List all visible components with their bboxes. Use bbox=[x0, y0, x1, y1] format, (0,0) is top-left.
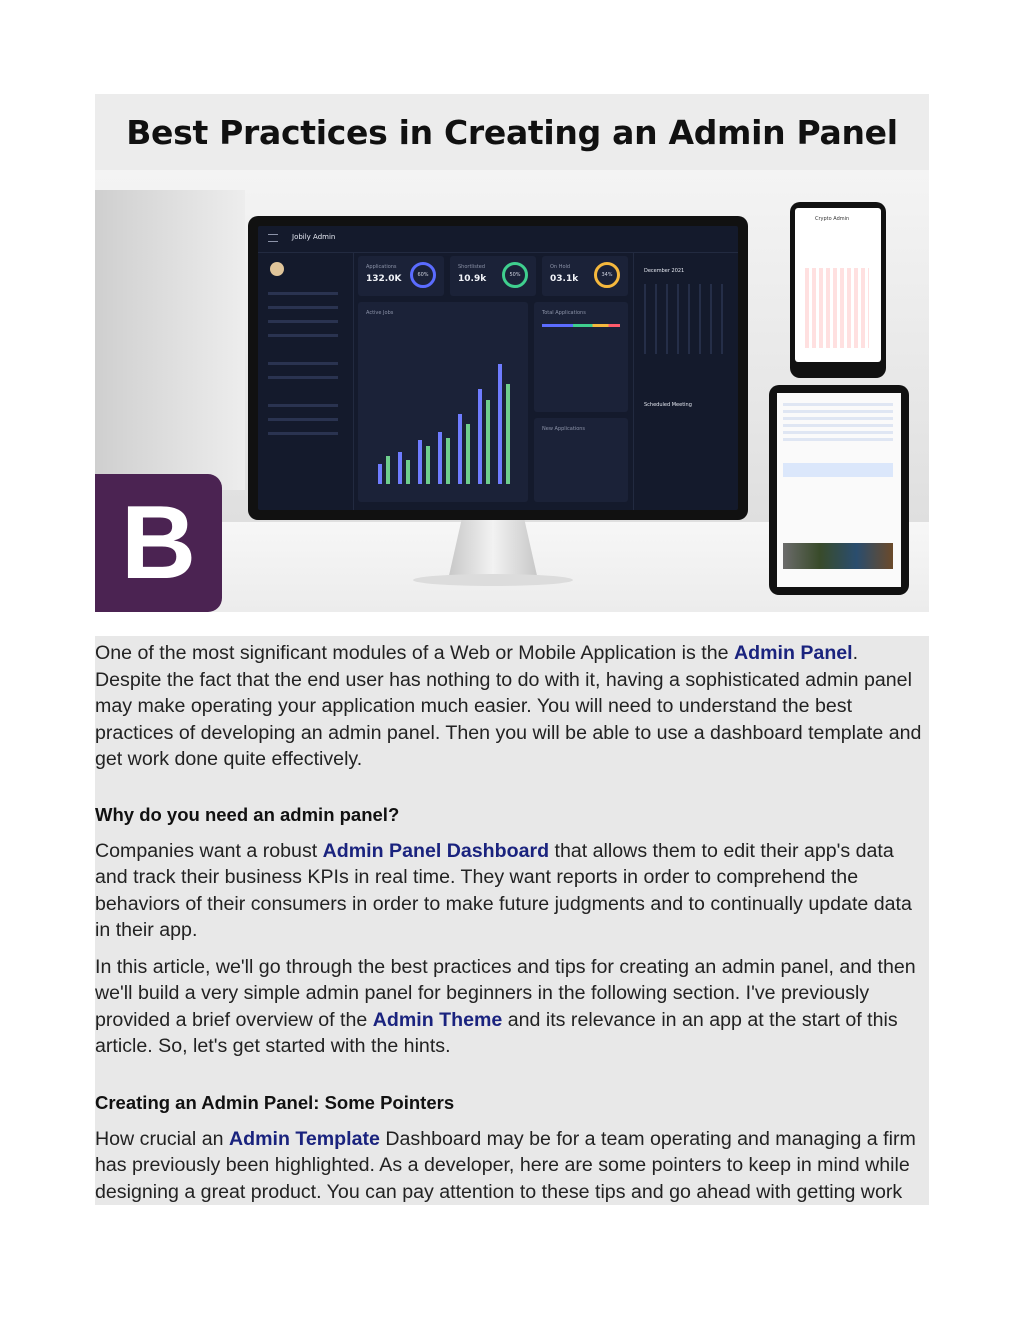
stat-card-applications bbox=[358, 256, 444, 296]
active-jobs-chart bbox=[358, 302, 528, 502]
text-span: that allows them to edit their app's data and track their business KPIs in real time. They want reports in order to comprehend the behaviors of their consumers in order to make future judgments and to continually update data in their app. bbox=[95, 839, 912, 941]
calendar-grid bbox=[644, 284, 724, 354]
scheduled-meeting-title: Scheduled Meeting bbox=[644, 402, 692, 408]
hero-image bbox=[95, 170, 929, 612]
tablet-device bbox=[769, 385, 909, 595]
admin-panel-dashboard-link[interactable]: Admin Panel Dashboard bbox=[322, 839, 550, 862]
stat-label: Shortlisted bbox=[458, 264, 486, 270]
section1-paragraph2 bbox=[95, 954, 929, 1060]
chart-bar bbox=[458, 414, 462, 484]
phone-chart bbox=[805, 268, 869, 348]
chart-bar bbox=[386, 456, 390, 484]
chart-bar bbox=[406, 460, 410, 484]
logo-letter: B bbox=[120, 484, 197, 601]
stat-ring: 50% bbox=[502, 262, 528, 288]
admin-theme-link[interactable]: Admin Theme bbox=[372, 1008, 503, 1031]
intro-paragraph bbox=[95, 636, 929, 773]
panel-title: New Applications bbox=[542, 426, 586, 432]
title-band bbox=[95, 94, 929, 170]
chart-bar bbox=[438, 432, 442, 484]
stat-value: 132.0K bbox=[366, 274, 402, 284]
document-page bbox=[95, 94, 929, 1205]
chart-bar bbox=[478, 389, 482, 484]
section2-paragraph1 bbox=[95, 1126, 929, 1206]
spacer bbox=[95, 612, 929, 636]
calendar-panel bbox=[633, 252, 738, 510]
stat-label: Applications bbox=[366, 264, 397, 270]
section1-paragraph1 bbox=[95, 838, 929, 944]
phone-screen bbox=[795, 208, 881, 362]
tablet-thumbnails bbox=[783, 543, 893, 569]
phone-device bbox=[790, 202, 886, 378]
stat-ring: 34% bbox=[594, 262, 620, 288]
stat-ring: 60% bbox=[410, 262, 436, 288]
section-heading: Why do you need an admin panel? bbox=[95, 803, 400, 825]
background-window bbox=[95, 190, 245, 490]
bootstrap-logo-icon bbox=[95, 474, 222, 612]
avatar bbox=[270, 262, 284, 276]
stat-value: 03.1k bbox=[550, 274, 579, 284]
monitor-base bbox=[413, 574, 573, 586]
total-applications-panel bbox=[534, 302, 628, 412]
chart-title: Active Jobs bbox=[366, 310, 394, 316]
stat-label: On Hold bbox=[550, 264, 571, 270]
menu-icon bbox=[268, 234, 278, 242]
text-span: One of the most significant modules of a Web or Mobile Application is the bbox=[95, 642, 734, 664]
text-span: How crucial an bbox=[95, 1127, 229, 1150]
chart-bar bbox=[378, 464, 382, 484]
stat-value: 10.9k bbox=[458, 274, 487, 284]
page-title: Best Practices in Creating an Admin Panel bbox=[126, 112, 898, 152]
chart-bar bbox=[418, 440, 422, 484]
dashboard-screen bbox=[258, 226, 738, 510]
spacer bbox=[95, 1060, 929, 1092]
monitor-stand bbox=[448, 520, 538, 580]
chart-bar bbox=[446, 438, 450, 484]
progress-strip bbox=[542, 324, 620, 327]
chart-bar bbox=[398, 452, 402, 484]
dashboard-topbar bbox=[258, 226, 738, 253]
spacer bbox=[95, 826, 929, 838]
tablet-list bbox=[783, 403, 893, 443]
calendar-month: December 2021 bbox=[644, 268, 685, 274]
dashboard-brand: Jobily Admin bbox=[292, 233, 336, 241]
phone-brand: Crypto Admin bbox=[815, 216, 850, 222]
chart-bar bbox=[506, 384, 510, 484]
chart-bar bbox=[486, 400, 490, 484]
article-body bbox=[95, 636, 929, 1205]
text-span: Dashboard may be for a team operating and managing a firm has previously been highlighted. As a developer, here are some pointers to keep in mind while designing a great product. You can pay attention to these tips and go ahead with getting work bbox=[95, 1127, 916, 1203]
text-span: and its relevance in an app at the start of this article. So, let's get started with the hints. bbox=[95, 1008, 898, 1057]
spacer bbox=[95, 1114, 929, 1126]
stat-card-shortlisted bbox=[450, 256, 536, 296]
new-applications-panel bbox=[534, 418, 628, 502]
panel-title: Total Applications bbox=[542, 310, 586, 316]
section-heading: Creating an Admin Panel: Some Pointers bbox=[95, 1091, 455, 1113]
chart-bar bbox=[426, 446, 430, 484]
text-span: Companies want a robust bbox=[95, 839, 323, 862]
stat-card-on-hold bbox=[542, 256, 628, 296]
chart-bar bbox=[466, 424, 470, 484]
chart-bar bbox=[498, 364, 502, 484]
admin-panel-link[interactable]: Admin Panel bbox=[733, 642, 853, 664]
monitor bbox=[248, 216, 748, 520]
tablet-screen bbox=[777, 393, 901, 587]
tablet-banner bbox=[783, 463, 893, 477]
text-span: In this article, we'll go through the best practices and tips for creating an admin panel, and then we'll build a very simple admin panel for beginners in the following section. I've previously provided a brief overview of the bbox=[95, 955, 916, 1031]
spacer bbox=[95, 944, 929, 954]
text-span: . Despite the fact that the end user has nothing to do with it, having a sophisticated admin panel may make operating your application much easier. You will need to understand the best practices of developing an admin panel. Then you will be able to use a dashboard template and get work done quite effectively. bbox=[95, 642, 922, 770]
spacer bbox=[95, 773, 929, 804]
admin-template-link[interactable]: Admin Template bbox=[228, 1127, 380, 1150]
sidebar-menu-lines bbox=[268, 292, 338, 295]
dashboard-sidebar bbox=[258, 252, 354, 510]
